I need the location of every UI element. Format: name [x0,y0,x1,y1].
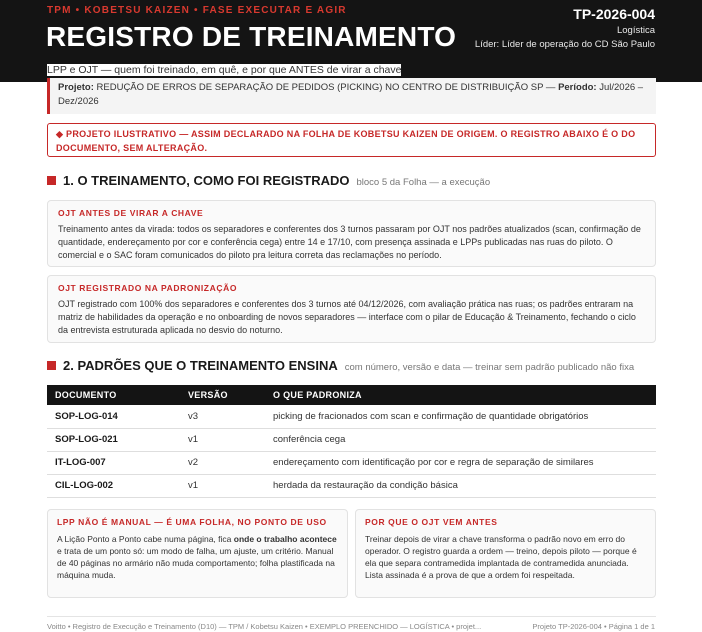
table-row [47,428,656,451]
card-text: Treinar depois de virar a chave transforma o padrão novo em erro do operador. O registro guarda a ordem — treino, depois piloto — porque é ela que separa contramedida implantada de contramedida anunciada. Lista assinada é a prova de que a ordem foi respeitada. [365,534,637,580]
card-title: POR QUE O OJT VEM ANTES [365,517,498,527]
footer-left-text: Voitto • Registro de Execução e Treinamento (D10) — TPM / Kobetsu Kaizen • EXEMPLO PREENCHIDO — LOGÍSTICA • projet... [47,622,482,631]
card-text [57,533,338,581]
illustrative-warning: ◆ PROJETO ILUSTRATIVO — ASSIM DECLARADO NA FOLHA DE KOBETSU KAIZEN DE ORIGEM. O REGISTRO ABAIXO É O DO DOCUMENTO, SEM ALTERAÇÃO. [47,123,656,157]
document-code: TP-2026-004 [573,6,655,22]
section-2-title: 2. PADRÕES QUE O TREINAMENTO ENSINA [63,358,338,373]
card-title: LPP NÃO É MANUAL — É UMA FOLHA, NO PONTO DE USO [57,517,327,527]
page-subtitle: LPP e OJT — quem foi treinado, em quê, e por que ANTES de virar a chave [47,64,402,76]
table-row [47,474,656,497]
card-title: OJT REGISTRADO NA PADRONIZAÇÃO [58,283,238,293]
card-text-part: e trata de um ponto só: um modo de falha, um ajuste, um critério. Manual de 40 páginas no armário não muda comportamento; folha plastificada na máquina muda. [57,546,335,580]
page-title: REGISTRO DE TREINAMENTO [46,21,457,52]
document-code-cell: SOP-LOG-014 [47,405,180,428]
document-code-cell: CIL-LOG-002 [47,474,180,497]
version-cell: v3 [180,405,265,428]
scope-cell: endereçamento com identificação por cor e regra de separação de similares [265,451,656,474]
card-text-part: A Lição Ponto a Ponto cabe numa página, fica [57,534,234,544]
version-cell: v1 [180,428,265,451]
project-box [47,78,656,114]
column-header-scope: O QUE PADRONIZA [265,385,656,405]
card-text-emphasis: onde o trabalho acontece [233,534,337,544]
card-title: OJT ANTES DE VIRAR A CHAVE [58,208,204,218]
section-1-heading [47,173,490,188]
version-cell: v2 [180,451,265,474]
scope-cell: conferência cega [265,428,656,451]
header-kicker: TPM • KOBETSU KAIZEN • FASE EXECUTAR E AGIR [47,5,347,16]
table-row [47,451,656,474]
table-row [47,405,656,428]
standards-table [47,385,656,498]
column-header-version: VERSÃO [180,385,265,405]
section-1-note: bloco 5 da Folha — a execução [356,177,491,188]
card-ojt-before [47,200,656,267]
card-text: OJT registrado com 100% dos separadores e conferentes dos 3 turnos até 04/12/2026, com avaliação prática nas ruas; os padrões entraram na matriz de habilidades da operação e no onboarding de novos separadores — interface com o pilar de Educação & Treinamento, fechando o ciclo da entrevista estruturada aplicada no desvio do noturno. [58,299,636,336]
footer-page-info: Projeto TP-2026-004 • Página 1 de 1 [532,622,655,631]
document-code-cell: IT-LOG-007 [47,451,180,474]
leader-label: Líder: Líder de operação do CD São Paulo [474,39,655,50]
card-text: Treinamento antes da virada: todos os separadores e conferentes dos 3 turnos passaram por OJT nos padrões atualizados (scan, confirmação de quantidade, endereçamento por cor e conferência cega) entre 14 e 17/10, com presença assinada e LPPs publicadas nas ruas do piloto. O comercial e o SAC foram comunicados do piloto pra leitura correta das reclamações no período. [58,224,641,261]
section-2-note: com número, versão e data — treinar sem padrão publicado não fixa [344,362,635,373]
card-ojt-standardization [47,275,656,343]
footer-divider [47,616,656,617]
column-header-document: DOCUMENTO [47,385,180,405]
project-period: Jul/2026 – Dez/2026 [58,82,644,107]
period-label: Período: [558,82,597,93]
project-label: Projeto: [58,82,94,93]
scope-cell: picking de fracionados com scan e confirmação de quantidade obrigatórios [265,405,656,428]
area-label: Logística [616,25,655,36]
section-1-title: 1. O TREINAMENTO, COMO FOI REGISTRADO [63,173,350,188]
version-cell: v1 [180,474,265,497]
scope-cell: herdada da restauração da condição básica [265,474,656,497]
section-2-heading [47,358,634,373]
document-code-cell: SOP-LOG-021 [47,428,180,451]
project-name: REDUÇÃO DE ERROS DE SEPARAÇÃO DE PEDIDOS (PICKING) NO CENTRO DE DISTRIBUIÇÃO SP — [96,82,556,93]
section-marker-icon [47,361,56,370]
section-marker-icon [47,176,56,185]
lpp-info-card [47,509,348,598]
ojt-order-card [355,509,656,598]
table-header-row [47,385,656,405]
